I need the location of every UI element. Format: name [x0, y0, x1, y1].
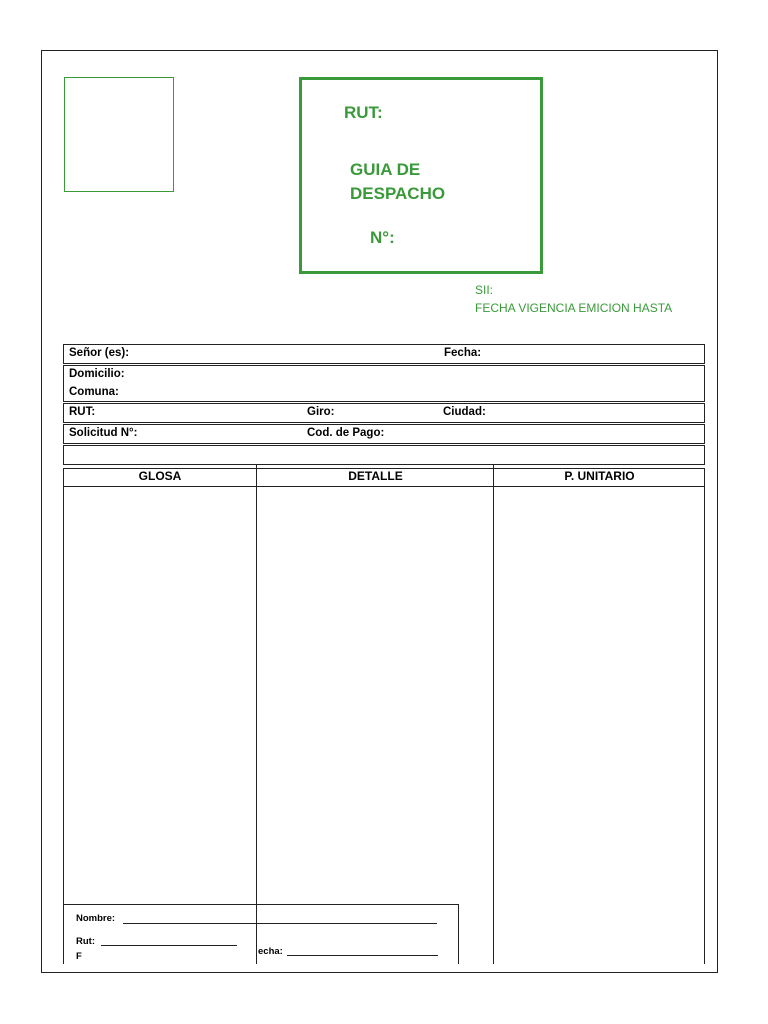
column-header-detalle: DETALLE [348, 469, 403, 483]
senor-label: Señor (es): [69, 347, 130, 359]
signature-rut-label: Rut: [76, 936, 95, 947]
stamp-rut-label: RUT: [344, 103, 383, 122]
ciudad-label: Ciudad: [443, 406, 486, 418]
document-title-line2: DESPACHO [350, 184, 446, 203]
row-rut [63, 403, 705, 423]
signature-nombre-label: Nombre: [76, 913, 116, 924]
row-empty [63, 445, 705, 465]
document-title-line1: GUIA DE [350, 160, 421, 179]
signature-f-label: F [76, 951, 82, 962]
giro-label: Giro: [307, 406, 335, 418]
column-divider-2 [493, 464, 494, 964]
row-domicilio [63, 365, 705, 402]
sii-office-label: SII: [475, 283, 494, 297]
fecha-label: Fecha: [444, 347, 482, 359]
sii-stamp-box [299, 77, 543, 274]
signature-fecha-label: echa: [258, 946, 283, 957]
rut-line [101, 945, 237, 946]
document-number-label: N°: [370, 228, 395, 247]
domicilio-label: Domicilio: [69, 368, 125, 380]
table-right-border [704, 486, 705, 964]
column-divider-1 [256, 464, 257, 964]
column-header-glosa: GLOSA [138, 469, 182, 483]
cod-pago-label: Cod. de Pago: [307, 427, 385, 439]
logo-placeholder [64, 77, 174, 192]
validity-date-label: FECHA VIGENCIA EMICION HASTA [475, 301, 673, 315]
comuna-label: Comuna: [69, 386, 119, 398]
table-left-border [63, 486, 64, 964]
row-senor [63, 344, 705, 364]
fecha-line [287, 955, 438, 956]
nombre-line [123, 923, 437, 924]
solicitud-label: Solicitud N°: [69, 427, 138, 439]
rut-label: RUT: [69, 406, 96, 418]
column-header-p-unitario: P. UNITARIO [564, 469, 635, 483]
